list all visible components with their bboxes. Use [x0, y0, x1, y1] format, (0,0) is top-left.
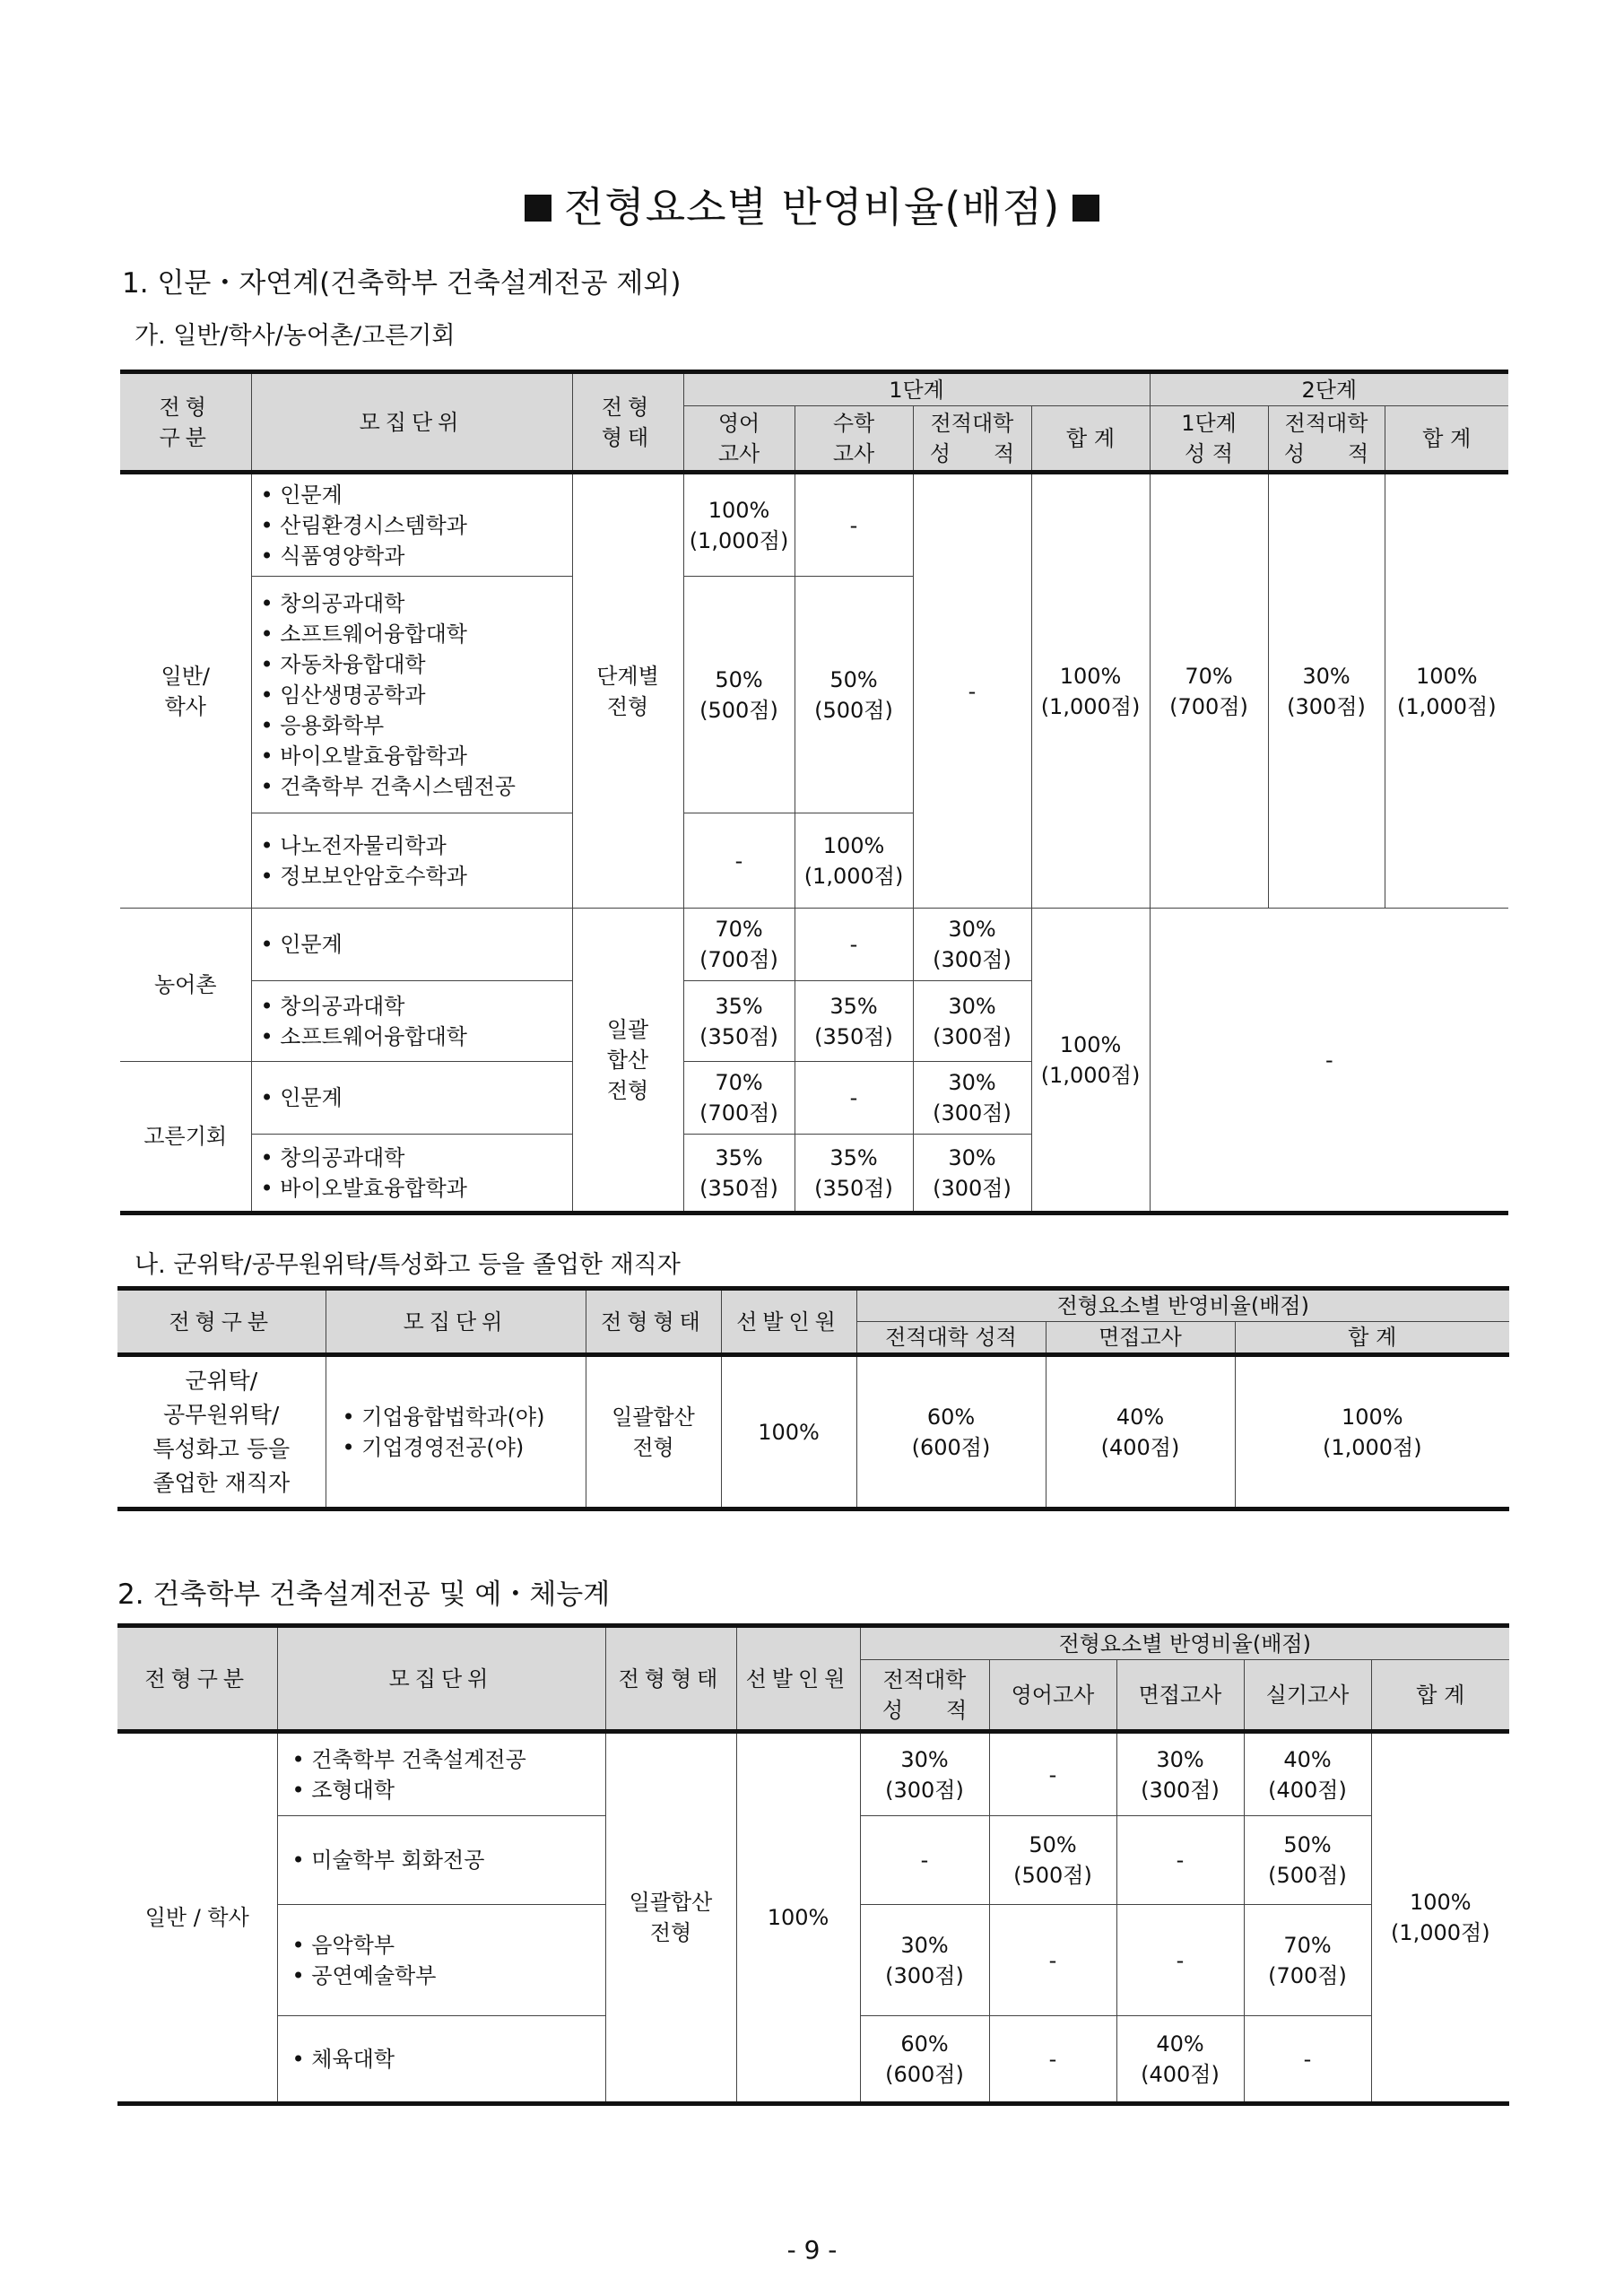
- header-units: 모집단위: [251, 372, 572, 473]
- group-equal: 고른기회: [120, 1062, 251, 1213]
- units-cell: • 미술학부 회화전공: [277, 1816, 605, 1905]
- english-cell: -: [989, 1732, 1116, 1816]
- table-2: [117, 1623, 1509, 2106]
- header-quota: 선발인원: [736, 1626, 860, 1732]
- units-cell: • 기업융합법학과(야) • 기업경영전공(야): [326, 1355, 586, 1509]
- header-english: 영어 고사: [683, 406, 795, 473]
- header-type: 전형 구분: [120, 372, 251, 473]
- total-2-cell: 100% (1,000점): [1385, 473, 1508, 909]
- math-cell: -: [795, 909, 913, 981]
- table-row: [120, 909, 1508, 981]
- header-prev-grade-2: 전적대학 성 적: [1268, 406, 1385, 473]
- interview-cell: 30% (300점): [1116, 1732, 1244, 1816]
- header-quota: 선발인원: [721, 1289, 856, 1355]
- header-stage1-score: 1단계 성 적: [1150, 406, 1268, 473]
- header-ratio: 전형요소별 반영비율(배점): [860, 1626, 1509, 1660]
- prev-grade-cell: 60% (600점): [860, 2016, 989, 2104]
- header-math: 수학 고사: [795, 406, 913, 473]
- units-cell: • 건축학부 건축설계전공 • 조형대학: [277, 1732, 605, 1816]
- quota-cell: 100%: [736, 1732, 860, 2104]
- prev-grade-cell: 30% (300점): [913, 1062, 1031, 1135]
- header-form: 전형 형태: [572, 372, 683, 473]
- english-cell: -: [989, 2016, 1116, 2104]
- interview-cell: -: [1116, 1905, 1244, 2016]
- table-row: [117, 1355, 1509, 1509]
- practical-cell: -: [1244, 2016, 1371, 2104]
- units-cell: • 인문계: [251, 909, 572, 981]
- group-cell: 일반 / 학사: [117, 1732, 277, 2104]
- header-stage1: 1단계: [683, 372, 1150, 406]
- black-square-icon: [525, 195, 551, 222]
- units-cell: • 창의공과대학 • 소프트웨어융합대학 • 자동차융합대학 • 임산생명공학과 • 응용화학부 • 바이오발효융합학과 • 건축학부 건축시스템전공: [251, 577, 572, 813]
- header-form: 전형형태: [586, 1289, 721, 1355]
- header-interview: 면접고사: [1046, 1322, 1235, 1355]
- header-prev-grade: 전적대학 성 적: [913, 406, 1031, 473]
- prev-grade-cell: 30% (300점): [860, 1905, 989, 2016]
- english-cell: 50% (500점): [989, 1816, 1116, 1905]
- prev-grade-cell: 60% (600점): [856, 1355, 1046, 1509]
- quota-cell: 100%: [721, 1355, 856, 1509]
- header-interview: 면접고사: [1116, 1660, 1244, 1732]
- interview-cell: 40% (400점): [1116, 2016, 1244, 2104]
- black-square-icon: [1073, 195, 1099, 222]
- stage1-score-cell: 70% (700점): [1150, 473, 1268, 909]
- math-cell: 35% (350점): [795, 981, 913, 1062]
- interview-cell: -: [1116, 1816, 1244, 1905]
- prev-grade-cell: 30% (300점): [913, 981, 1031, 1062]
- units-cell: • 창의공과대학 • 바이오발효융합학과: [251, 1135, 572, 1213]
- english-cell: -: [683, 813, 795, 909]
- total-cell: 100% (1,000점): [1031, 473, 1150, 909]
- units-cell: • 나노전자물리학과 • 정보보안암호수학과: [251, 813, 572, 909]
- practical-cell: 40% (400점): [1244, 1732, 1371, 1816]
- prev-grade-2-cell: 30% (300점): [1268, 473, 1385, 909]
- group-rural: 농어촌: [120, 909, 251, 1062]
- header-total: 합 계: [1235, 1322, 1509, 1355]
- group-general: 일반/ 학사: [120, 473, 251, 909]
- math-cell: -: [795, 1062, 913, 1135]
- math-cell: 100% (1,000점): [795, 813, 913, 909]
- total-cell: 100% (1,000점): [1371, 1732, 1509, 2104]
- section1b-heading: 나. 군위탁/공무원위탁/특성화고 등을 졸업한 재직자: [135, 1251, 681, 1279]
- stage2-cell: -: [1150, 909, 1508, 1213]
- header-stage2: 2단계: [1150, 372, 1508, 406]
- header-units: 모집단위: [326, 1289, 586, 1355]
- header-ratio: 전형요소별 반영비율(배점): [856, 1289, 1509, 1322]
- total-cell: 100% (1,000점): [1031, 909, 1150, 1213]
- section1-heading: 1. 인문・자연계(건축학부 건축설계전공 제외): [122, 267, 682, 300]
- form-combined: 일괄 합산 전형: [572, 909, 683, 1213]
- header-form: 전형형태: [605, 1626, 736, 1732]
- english-cell: 70% (700점): [683, 1062, 795, 1135]
- header-units: 모집단위: [277, 1626, 605, 1732]
- units-cell: • 인문계: [251, 1062, 572, 1135]
- english-cell: 100% (1,000점): [683, 473, 795, 577]
- english-cell: 35% (350점): [683, 1135, 795, 1213]
- form-staged: 단계별 전형: [572, 473, 683, 909]
- header-english: 영어고사: [989, 1660, 1116, 1732]
- units-cell: • 인문계 • 산림환경시스템학과 • 식품영양학과: [251, 473, 572, 577]
- page-number: - 9 -: [786, 2235, 838, 2265]
- english-cell: 35% (350점): [683, 981, 795, 1062]
- group-type-cell: 군위탁/ 공무원위탁/ 특성화고 등을 졸업한 재직자: [117, 1355, 326, 1509]
- english-cell: 70% (700점): [683, 909, 795, 981]
- header-total: 합 계: [1031, 406, 1150, 473]
- section1a-heading: 가. 일반/학사/농어촌/고른기회: [135, 322, 456, 350]
- prev-grade-cell: -: [913, 473, 1031, 909]
- header-type: 전형구분: [117, 1626, 277, 1732]
- interview-cell: 40% (400점): [1046, 1355, 1235, 1509]
- practical-cell: 50% (500점): [1244, 1816, 1371, 1905]
- table-row: [117, 1732, 1509, 1816]
- units-cell: • 음악학부 • 공연예술학부: [277, 1905, 605, 2016]
- header-total: 합 계: [1371, 1660, 1509, 1732]
- header-total-2: 합 계: [1385, 406, 1508, 473]
- prev-grade-cell: 30% (300점): [913, 1135, 1031, 1213]
- prev-grade-cell: 30% (300점): [913, 909, 1031, 981]
- units-cell: • 체육대학: [277, 2016, 605, 2104]
- header-prev-grade: 전적대학 성적: [856, 1322, 1046, 1355]
- header-prev-grade: 전적대학 성 적: [860, 1660, 989, 1732]
- math-cell: 50% (500점): [795, 577, 913, 813]
- prev-grade-cell: -: [860, 1816, 989, 1905]
- total-cell: 100% (1,000점): [1235, 1355, 1509, 1509]
- page-title: [0, 175, 1624, 234]
- table-1b: [117, 1286, 1509, 1511]
- header-type: 전형구분: [117, 1289, 326, 1355]
- practical-cell: 70% (700점): [1244, 1905, 1371, 2016]
- english-cell: 50% (500점): [683, 577, 795, 813]
- math-cell: -: [795, 473, 913, 577]
- prev-grade-cell: 30% (300점): [860, 1732, 989, 1816]
- page-title-text: 전형요소별 반영비율(배점): [563, 183, 1061, 231]
- table-1a: [120, 370, 1508, 1215]
- table-row: [120, 473, 1508, 577]
- english-cell: -: [989, 1905, 1116, 2016]
- section2-heading: 2. 건축학부 건축설계전공 및 예・체능계: [117, 1578, 611, 1611]
- units-cell: • 창의공과대학 • 소프트웨어융합대학: [251, 981, 572, 1062]
- math-cell: 35% (350점): [795, 1135, 913, 1213]
- form-cell: 일괄합산 전형: [605, 1732, 736, 2104]
- form-cell: 일괄합산 전형: [586, 1355, 721, 1509]
- header-practical: 실기고사: [1244, 1660, 1371, 1732]
